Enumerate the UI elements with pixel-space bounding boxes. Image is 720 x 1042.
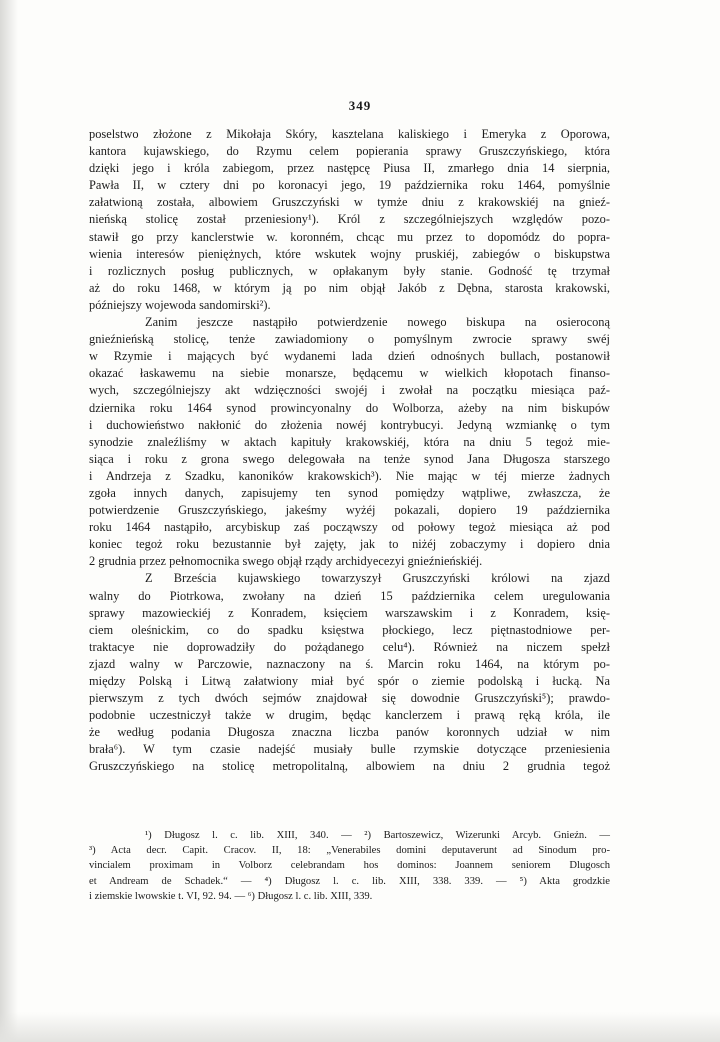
body-line: stawił go przy kanclerstwie w. koronném, chcąc mu przez to dopomódz do popra- bbox=[89, 229, 610, 244]
body-line: późniejszy wojewoda sandomirski²). bbox=[89, 297, 271, 312]
body-line: że według podania Długosza znaczna liczba panów koronnych udział w nim bbox=[89, 725, 610, 740]
body-line: traktacye nie doprowadziły do pożądanego celu⁴). Również na niczem spełzł bbox=[89, 639, 610, 654]
body-line: dzięki jego i króla zabiegom, przez następcę Piusa II, zmarłego dnia 14 sierpnia, bbox=[89, 161, 610, 176]
footnote-line: vincialem proximam in Volborz celebrandam hos dominos: Joannem seniorem Dlugosch bbox=[89, 860, 610, 872]
body-line: Z Brześcia kujawskiego towarzyszył Gruszczyński królowi na zjazd bbox=[145, 571, 610, 586]
body-line: Gruszczyńskiego na stolicę metropolitalną, albowiem na dniu 2 grudnia tegoż bbox=[89, 759, 610, 774]
footnote-line: et Andream de Schadek.“ — ⁴) Długosz l. c. lib. XIII, 338. 339. — ⁵) Akta grodzkie bbox=[89, 875, 610, 887]
body-line: podobnie uczestniczył także w drugim, będąc kanclerzem i prawą ręką króla, ile bbox=[89, 708, 610, 723]
footnote-line: i ziemskie lwowskie t. VI, 92. 94. — ⁶) Długosz l. c. lib. XIII, 339. bbox=[89, 890, 373, 902]
body-line: synodzie znaleźliśmy w aktach kapituły krakowskiéj, która na dniu 5 tegoż mie- bbox=[89, 434, 610, 449]
body-line: koniec tegoż roku bezustannie był zajęty, jak to niżéj zobaczymy i dopiero dnia bbox=[89, 537, 610, 552]
body-line: poselstwo złożone z Mikołaja Skóry, kasztelana kaliskiego i Emeryka z Oporowa, bbox=[89, 127, 610, 141]
page-number: 349 bbox=[348, 98, 372, 113]
footnote-line: ³) Acta decr. Capit. Cracov. II, 18: „Venerabiles domini deputaverunt ad Sinodum pro- bbox=[89, 845, 610, 857]
body-line: ciem oleśnickim, co do spadku księstwa płockiego, lecz piętnastodniowe per- bbox=[89, 622, 610, 637]
body-line: zjazd walny w Parczowie, naznaczony na ś. Marcin roku 1464, na którym po- bbox=[89, 656, 610, 671]
body-line: dziernika roku 1464 synod prowincyonalny do Wolborza, ażeby na nim biskupów bbox=[89, 400, 610, 415]
body-line: Zanim jeszcze nastąpiło potwierdzenie nowego biskupa na osieroconą bbox=[145, 315, 610, 330]
body-line: między Polską i Litwą załatwiony miał być spór o ziemie podolską i łucką. Na bbox=[89, 674, 610, 688]
footnote-line: ¹) Długosz l. c. lib. XIII, 340. — ²) Bartoszewicz, Wizerunki Arcyb. Gnieźn. — bbox=[145, 830, 610, 841]
body-line: sprawy mazowieckiéj z Konradem, księciem warszawskim i z Konradem, księ- bbox=[89, 605, 610, 620]
body-line: i Andrzeja z Szadku, kanoników krakowskich³). Nie mając w téj mierze żadnych bbox=[89, 468, 610, 483]
body-line: siąca i roku z grona swego delegowała na tenże synod Jana Długosza starszego bbox=[89, 451, 610, 466]
body-line: walny do Piotrkowa, zwołany na dzień 15 października celem uregulowania bbox=[89, 588, 610, 603]
body-line: Pawła II, w cztery dni po koronacyi jego, 19 października roku 1464, pomyślnie bbox=[89, 178, 610, 193]
body-line: potwierdzenie Gruszczyńskiego, jakeśmy wyżéj pokazali, dopiero 19 października bbox=[89, 503, 610, 518]
body-line: kantora kujawskiego, do Rzymu celem popierania sprawy Gruszczyńskiego, która bbox=[89, 144, 610, 159]
body-line: wych, szczególniejszy akt wdzięczności swojéj i zwołał na początku miesiąca paź- bbox=[89, 383, 610, 398]
scan-shadow-left bbox=[0, 0, 18, 1042]
body-line: wienia interesów pieniężnych, które wskutek wojny pruskiéj, zabiegów o biskupstwa bbox=[89, 246, 610, 261]
body-line: załatwioną została, albowiem Gruszczyński w tymże dniu z krakowskiéj na gnieź- bbox=[89, 195, 610, 210]
body-line: i duchowieństwo nakłonić do złożenia nowéj kontrybucyi. Jedyną wzmiankę o tym bbox=[89, 417, 610, 432]
body-line: i rozlicznych posług publicznych, w opłakanym były stanie. Godność tę trzymał bbox=[89, 263, 610, 278]
body-line: pierwszym z tych dwóch sejmów znajdował się dowodnie Gruszczyński⁵); prawdo- bbox=[89, 691, 610, 706]
body-line: gnieźnieńską stolicę, tenże zawiadomiony o pomyślnym zwrocie sprawy swéj bbox=[89, 332, 610, 347]
scan-shadow-bottom bbox=[0, 1012, 720, 1042]
body-text bbox=[89, 126, 610, 776]
body-line: w Rzymie i mających być wydanemi lada dzień odnośnych bullach, postanowił bbox=[89, 349, 610, 364]
body-line: aż do roku 1468, w którym ją po nim objął Jakób z Dębna, starosta krakowski, bbox=[89, 280, 610, 295]
body-line: nieńską stolicę został przeniesiony¹). Król z szczególniejszych względów pozo- bbox=[89, 212, 610, 227]
body-line: zgoła innych danych, zapisujemy ten synod pomiędzy wątpliwe, zwłaszcza, że bbox=[89, 485, 610, 500]
body-line: okazać łaskawemu na siebie monarsze, będącemu w wielkich kłopotach finanso- bbox=[89, 366, 610, 381]
body-line: brała⁶). W tym czasie nadejść musiały bulle rzymskie dotyczące przeniesienia bbox=[89, 742, 610, 757]
footnotes bbox=[89, 828, 610, 904]
body-line: 2 grudnia przez pełnomocnika swego objął rządy archidyecezyi gnieźnieńskiéj. bbox=[89, 554, 483, 569]
body-line: roku 1464 nastąpiło, arcybiskup zaś począwszy od połowy tegoż miesiąca aż pod bbox=[89, 520, 610, 535]
